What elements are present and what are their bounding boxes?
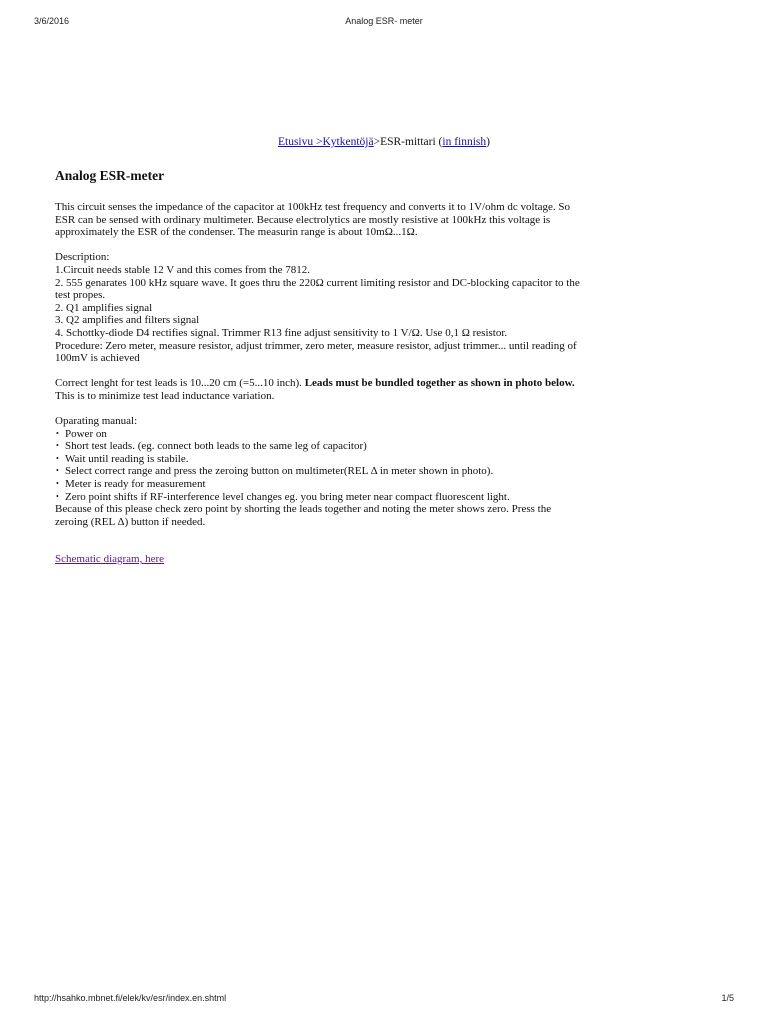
description-line: 1.Circuit needs stable 12 V and this comes from the 7812.: [55, 263, 310, 276]
list-item: [55, 440, 585, 453]
description-line: 3. Q2 amplifies and filters signal: [55, 314, 200, 327]
list-item-text: Zero point shifts if RF-interference level changes eg. you bring meter near compact fluorescent light.: [65, 490, 510, 503]
schematic-diagram-link[interactable]: Schematic diagram, here: [55, 553, 165, 566]
description-line: 2. Q1 amplifies signal: [55, 301, 153, 314]
breadcrumb-current: >ESR-mittari (: [373, 136, 443, 148]
list-item-text: Meter is ready for measurement: [65, 478, 206, 491]
test-leads-tail: This is to minimize test lead inductance variation.: [55, 389, 275, 402]
list-item-text: Power on: [65, 427, 107, 440]
breadcrumb-separator[interactable]: >: [316, 136, 323, 148]
finnish-version-link[interactable]: in finnish: [442, 136, 487, 148]
operating-manual-list: [55, 428, 585, 504]
list-item-text: Wait until reading is stabile.: [65, 452, 189, 465]
description-label: Description:: [55, 251, 110, 264]
print-url: http://hsahko.mbnet.fi/elek/kv/esr/index.en.shtml: [34, 993, 227, 1003]
breadcrumb-close: ): [486, 136, 490, 148]
breadcrumb: [0, 136, 768, 148]
print-date: 3/6/2016: [34, 16, 70, 26]
list-item: [55, 453, 585, 466]
page-number: 1/5: [721, 993, 734, 1003]
test-leads-paragraph: [55, 377, 585, 402]
list-item-text: Short test leads. (eg. connect both leads to the same leg of capacitor): [65, 440, 367, 453]
list-item: [55, 428, 585, 441]
print-header: [34, 16, 734, 30]
procedure-line: Procedure: Zero meter, measure resistor, adjust trimmer, zero meter, measure resistor, adjust trimmer... until reading of 100mV is achieved: [55, 339, 577, 365]
test-leads-text: Correct lenght for test leads is 10...20 cm (=5...10 inch).: [55, 377, 305, 390]
intro-paragraph: This circuit senses the impedance of the capacitor at 100kHz test frequency and converts it to 1V/ohm dc voltage. So ESR can be sensed with ordinary multimeter. Because electrolytics are mostly resistive at 100kHz this voltage is approximately the ESR of the condenser. The measurin range is about 10mΩ...1Ω.: [55, 201, 571, 239]
bullet-icon: •: [56, 491, 59, 501]
test-leads-bold-note: Leads must be bundled together as shown in photo below.: [304, 377, 575, 390]
print-title: Analog ESR- meter: [345, 16, 423, 26]
list-item: [55, 491, 585, 504]
description-line: 2. 555 genarates 100 kHz square wave. It goes thru the 220Ω current limiting resistor and DC-blocking capacitor to the test propes.: [55, 276, 580, 302]
breadcrumb-home-link[interactable]: Etusivu: [277, 136, 316, 148]
description-line: 4. Schottky-diode D4 rectifies signal. Trimmer R13 fine adjust sensitivity to 1 V/Ω. Use 0,1 Ω resistor.: [55, 326, 508, 339]
list-item: [55, 465, 585, 478]
description-section: [55, 251, 585, 364]
breadcrumb-circuits-link[interactable]: Kytkentöjä: [322, 136, 374, 148]
list-item: [55, 478, 585, 491]
page-title: Analog ESR-meter: [55, 168, 165, 183]
bullet-icon: •: [56, 479, 59, 489]
operating-manual-section: [55, 415, 585, 528]
operating-manual-label: Oparating manual:: [55, 415, 138, 428]
zero-point-note: Because of this please check zero point by shorting the leads together and noting the meter shows zero. Press the zeroing (REL Δ) button if needed.: [55, 503, 552, 528]
article: [55, 168, 585, 566]
bullet-icon: •: [56, 453, 59, 463]
list-item-text: Select correct range and press the zeroing button on multimeter(REL Δ in meter shown in photo).: [65, 465, 494, 478]
bullet-icon: •: [56, 466, 59, 476]
bullet-icon: •: [56, 441, 59, 451]
bullet-icon: •: [56, 428, 59, 438]
print-footer: [34, 993, 734, 1007]
